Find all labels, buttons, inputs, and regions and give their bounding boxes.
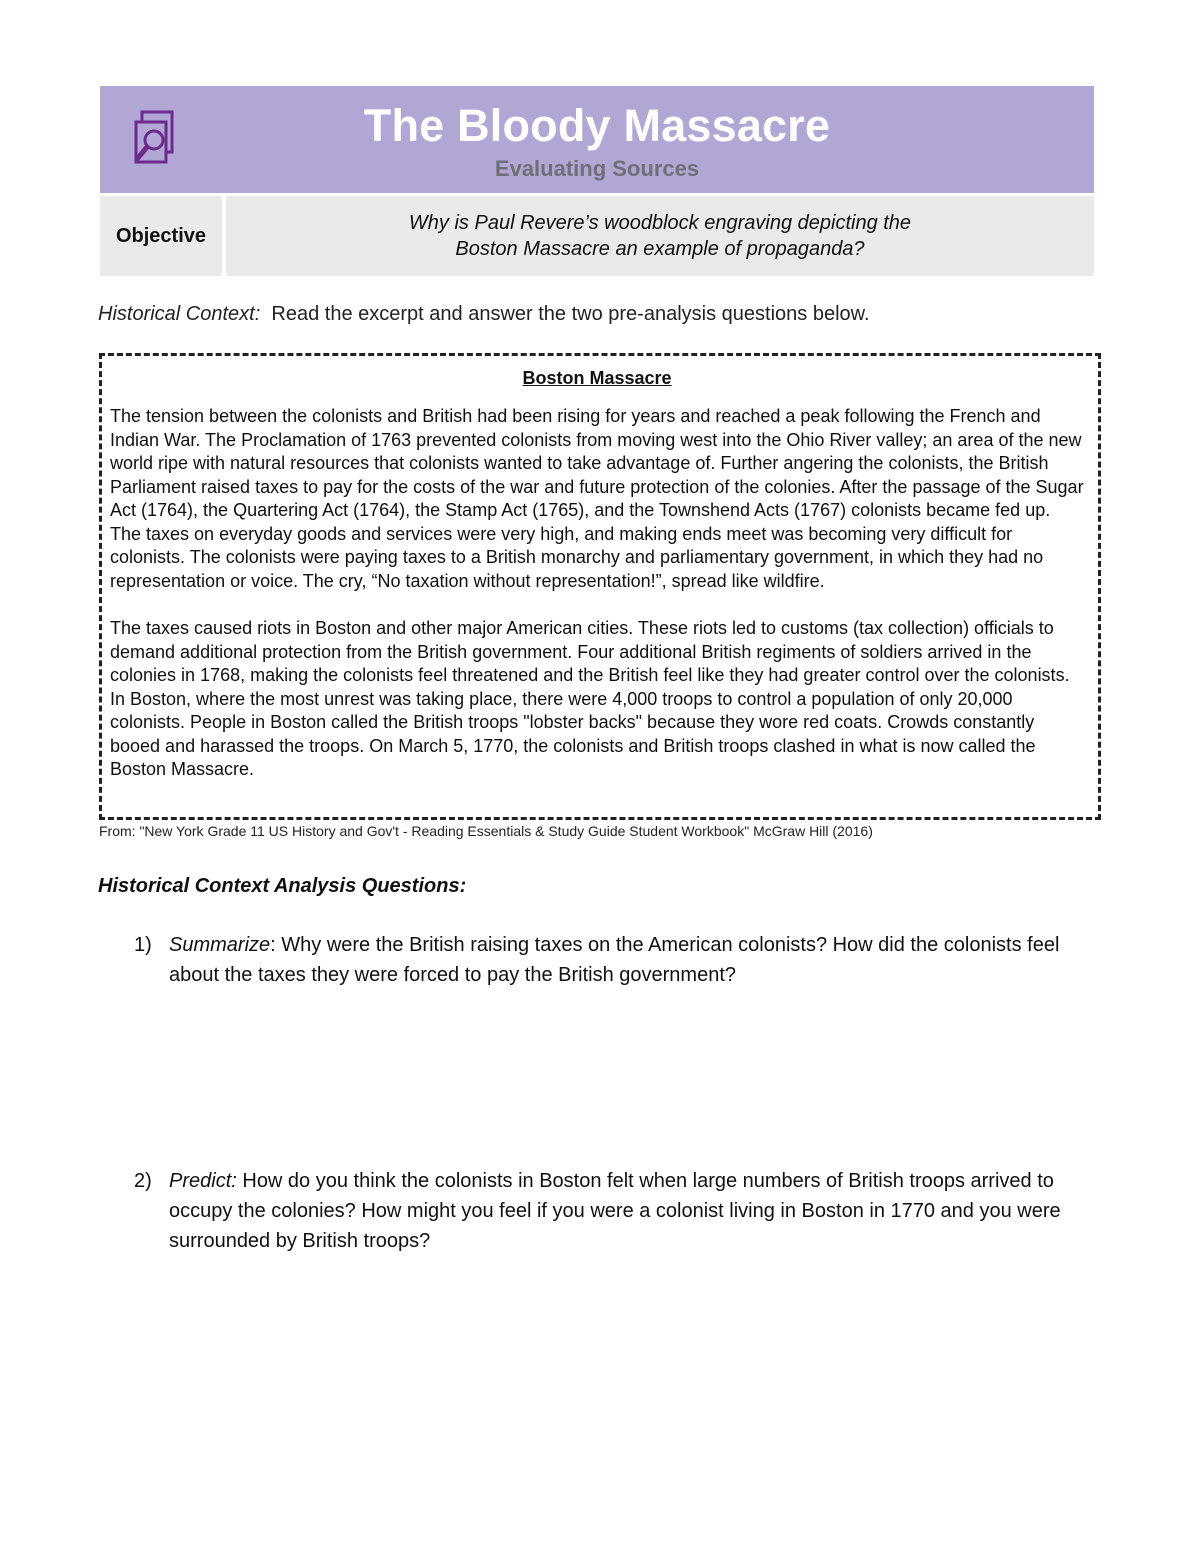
question-body: [169, 1166, 1109, 1256]
excerpt-paragraph-1: The tension between the colonists and British had been rising for years and reached a peak following the French and Indian War. The Proclamation of 1763 prevented colonists from moving west into the Ohio River valley; an area of the new world ripe with natural resources that colonists wanted to take advantage of. Further angering the colonists, the British Parliament raised taxes to pay for the costs of the war and future protection of the colonies. After the passage of the Sugar Act (1764), the Quartering Act (1764), the Stamp Act (1765), and the Townshend Acts (1767) colonists became fed up. The taxes on everyday goods and services were very high, and making ends meet was becoming very difficult for colonists. The colonists were paying taxes to a British monarchy and parliamentary government, in which they had no representation or voice. The cry, “No taxation without representation!”, spread like wildfire.: [110, 406, 1084, 591]
objective-line-1: Why is Paul Revere’s woodblock engraving depicting the: [408, 212, 912, 234]
objective-label: Objective: [100, 196, 222, 276]
analysis-heading: Historical Context Analysis Questions:: [98, 875, 467, 897]
historical-context-instruction: [98, 303, 870, 326]
objective-row: [100, 196, 1094, 276]
page-title: The Bloody Massacre: [363, 100, 831, 151]
historical-context-lead: Historical Context:: [98, 303, 261, 325]
question-1: [134, 930, 1109, 990]
excerpt-paragraph-2: The taxes caused riots in Boston and other major American cities. These riots led to customs (tax collection) officials to demand additional protection from the British government. Four additional British regiments of soldiers arrived in the colonies in 1768, making the colonists feel threatened and the British feel like they had greater control over the colonists. In Boston, where the most unrest was taking place, there were 4,000 troops to control a population of only 20,000 colonists. People in Boston called the British troops "lobster backs" because they wore red coats. Crowds constantly booed and harassed the troops. On March 5, 1770, the colonists and British troops clashed in what is now called the Boston Massacre.: [110, 618, 1070, 779]
header-banner: [100, 86, 1094, 193]
question-number: 2): [134, 1170, 152, 1192]
excerpt-box: [99, 353, 1101, 820]
page-subtitle: Evaluating Sources: [494, 156, 700, 181]
question-2: [134, 1166, 1109, 1256]
question-text: Why were the British raising taxes on the American colonists? How did the colonists feel about the taxes they were forced to pay the British government?: [169, 934, 1060, 986]
question-number: 1): [134, 934, 152, 956]
question-separator: :: [270, 934, 276, 956]
question-text: How do you think the colonists in Boston felt when large numbers of British troops arrived to occupy the colonies? How might you feel if you were a colonist living in Boston in 1770 and you were surrounded by British troops?: [169, 1170, 1061, 1252]
objective-question: [226, 196, 1094, 276]
historical-context-text: Read the excerpt and answer the two pre-analysis questions below.: [271, 303, 870, 325]
objective-line-2: Boston Massacre an example of propaganda?: [455, 238, 865, 260]
excerpt-title: Boston Massacre: [522, 368, 672, 388]
question-keyword: Predict:: [169, 1170, 237, 1192]
question-body: [169, 930, 1109, 990]
question-keyword: Summarize: [169, 934, 271, 956]
excerpt-citation: From: "New York Grade 11 US History and Gov't - Reading Essentials & Study Guide Student Workbook" McGraw Hill (2016): [99, 823, 873, 839]
